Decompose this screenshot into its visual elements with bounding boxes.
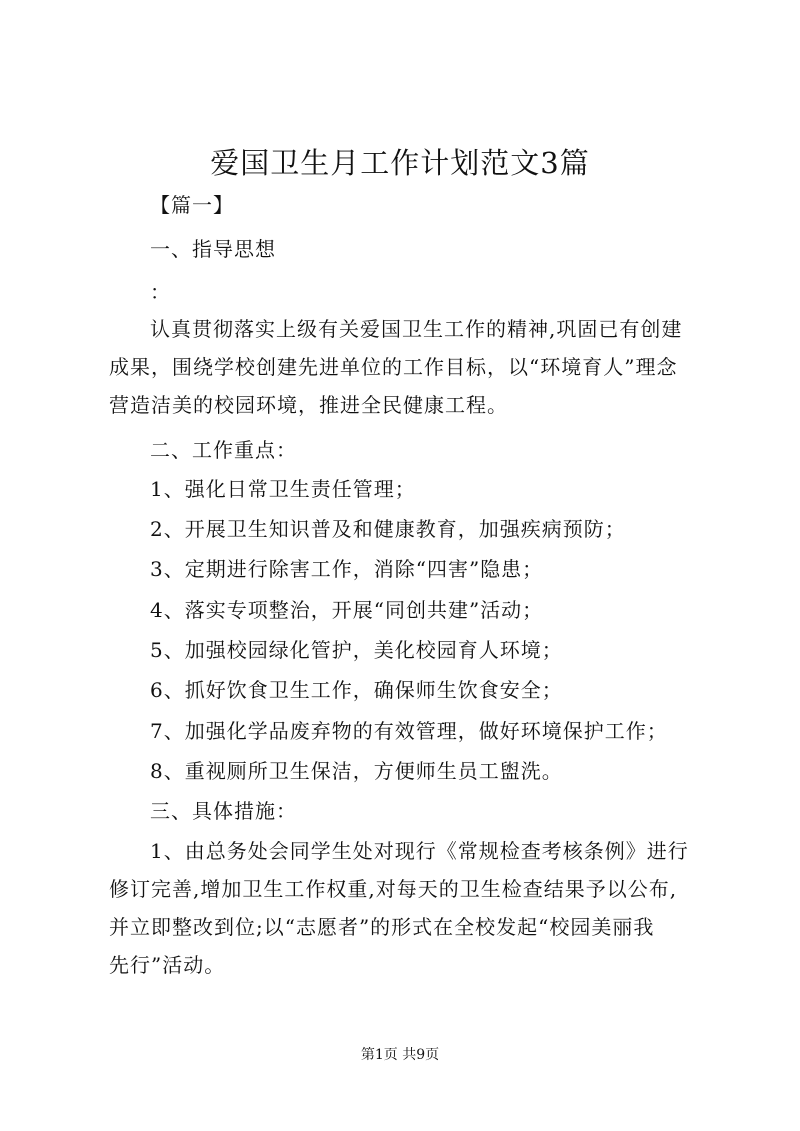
heading-measures: 三、具体措施：	[150, 799, 297, 823]
heading-guiding-thought: 一、指导思想	[150, 237, 276, 261]
focus-item: 7、加强化学品废弃物的有效管理，做好环境保护工作；	[150, 719, 668, 743]
focus-item: 1、强化日常卫生责任管理；	[150, 477, 416, 501]
intro-line: 营造洁美的校园环境，推进全民健康工程。	[109, 393, 508, 417]
focus-item: 4、落实专项整治，开展“同创共建”活动；	[150, 598, 544, 622]
intro-line: 认真贯彻落实上级有关爱国卫生工作的精神,巩固已有创建	[150, 317, 683, 341]
colon-line: ：	[150, 280, 171, 304]
focus-item: 8、重视厕所卫生保洁，方便师生员工盥洗。	[150, 759, 563, 783]
heading-work-focus: 二、工作重点：	[150, 438, 297, 462]
intro-line: 成果，围绕学校创建先进单位的工作目标，以“环境育人”理念	[109, 355, 678, 379]
measure-line: 1、由总务处会同学生处对现行《常规检查考核条例》进行	[150, 839, 689, 863]
focus-item: 5、加强校园绿化管护，美化校园育人环境；	[150, 638, 563, 662]
measure-line: 先行”活动。	[109, 953, 226, 977]
page-number: 第1页 共9页	[360, 1047, 440, 1063]
document-title: 爱国卫生月工作计划范文3篇	[210, 146, 590, 180]
focus-item: 3、定期进行除害工作，消除“四害”隐患；	[150, 557, 544, 581]
focus-item: 2、开展卫生知识普及和健康教育，加强疾病预防；	[150, 517, 626, 541]
measure-line: 并立即整改到位;以“志愿者”的形式在全校发起“校园美丽我	[109, 915, 655, 939]
section-tag: 【篇一】	[150, 193, 234, 217]
focus-item: 6、抓好饮食卫生工作，确保师生饮食安全；	[150, 678, 563, 702]
measure-line: 修订完善,增加卫生工作权重,对每天的卫生检查结果予以公布,	[109, 877, 678, 901]
